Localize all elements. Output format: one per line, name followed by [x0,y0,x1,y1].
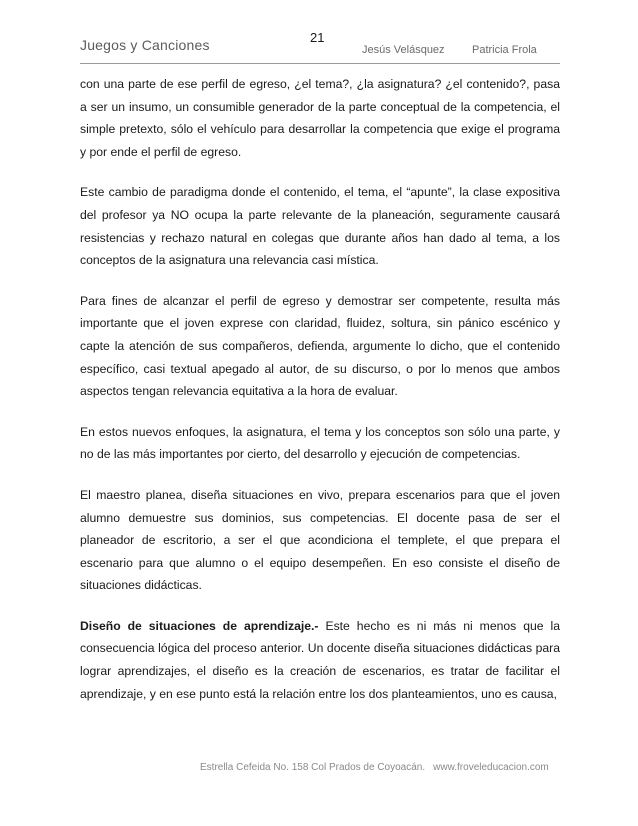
paragraph-6 [80,615,560,705]
header-divider [80,63,560,64]
paragraph-3: Para fines de alcanzar el perfil de egreso y demostrar ser competente, resulta más importante que el joven exprese con claridad, fluidez, soltura, sin pánico escénico y capte la atención de sus compañeros, defienda, argumente lo dicho, que el contenido específico, casi textual apegado al autor, de su discurso, o por lo menos que ambos aspectos tengan relevancia equitativa a la hora de evaluar. [80,293,560,399]
paragraph-2: Este cambio de paradigma donde el contenido, el tema, el “apunte”, la clase expositiva del profesor ya NO ocupa la parte relevante de la planeación, seguramente causará resistencias y rechazo natural en colegas que durante años han dado al tema, a los conceptos de la asignatura una relevancia casi mística. [80,185,560,268]
footer-address: Estrella Cefeida No. 158 Col Prados de Coyoacán. [200,762,426,773]
header-author-1: Jesús Velásquez [362,44,445,56]
paragraph-5: El maestro planea, diseña situaciones en vivo, prepara escenarios para que el joven alumno demuestre sus dominios, sus competencias. El docente pasa de ser el planeador de escritorio, a ser el que acondiciona el templete, el que prepara el escenario para que alumno o el equipo desempeñen. En eso consiste el diseño de situaciones didácticas. [80,487,560,593]
page-number: 21 [310,30,325,45]
footer-website: www.froveleducacion.com [433,762,549,773]
paragraph-1: con una parte de ese perfil de egreso, ¿el tema?, ¿la asignatura? ¿el contenido?, pasa a ser un insumo, un consumible generador de la parte conceptual de la competencia, el simple pretexto, sólo el vehículo para desarrollar la competencia que exige el programa y por ende el perfil de egreso. [80,77,560,159]
paragraph-6-body: Este hecho es ni más ni menos que la consecuencia lógica del proceso anterior. Un docente diseña situaciones didácticas para lograr aprendizajes, el diseño es la creación de escenarios, es tratar de facilitar el aprendizaje, y en ese punto está la relación entre los dos planteamientos, uno es causa, [80,618,560,701]
body-text [80,70,560,723]
section-heading-inline: Diseño de situaciones de aprendizaje.- [80,618,319,633]
running-header-title: Juegos y Canciones [80,37,210,53]
page-footer [200,762,549,773]
header-author-2: Patricia Frola [472,44,537,56]
paragraph-4: En estos nuevos enfoques, la asignatura, el tema y los conceptos son sólo una parte, y no de las más importantes por cierto, del desarrollo y ejecución de competencias. [80,424,560,462]
